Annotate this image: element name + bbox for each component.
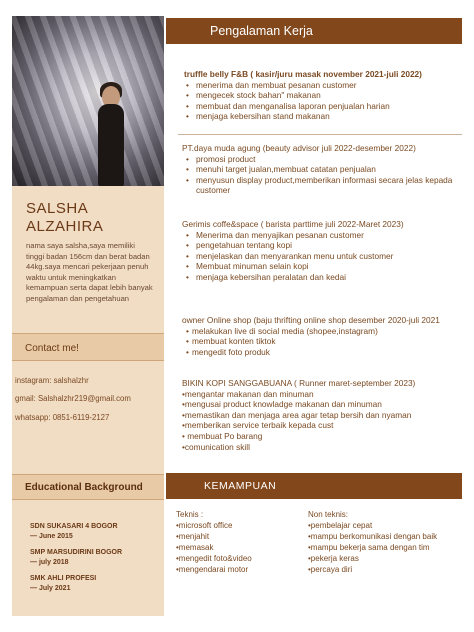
job-bullet: • mengecek stock bahan" makanan [182, 90, 462, 101]
job-bullets [182, 230, 462, 283]
skill-item: •microsoft office [176, 520, 233, 530]
name-line2: ALZAHIRA [26, 218, 104, 235]
skill-item: •mengedit foto&video [176, 553, 252, 563]
education-item [30, 574, 96, 593]
job-bullet: • melakukan live di social media (shopee,instagram) [186, 326, 462, 337]
job-bullet: • membuat Po barang [182, 431, 462, 442]
skills-teknis-title: Teknis : [176, 510, 204, 519]
job-bullet: • membuat dan menganalisa laporan penjualan harian [182, 101, 462, 112]
job-entry [182, 69, 462, 122]
education-date: — july 2018 [30, 558, 69, 566]
about-text: nama saya salsha,saya memiliki tinggi badan 156cm dan berat badan 44kg.saya mencari pekerjaan penuh waktu untuk meningkatkan kemampuan serta dapat lebih banyak pengalaman dan pengetahuan [26, 241, 153, 303]
job-entry [182, 315, 462, 357]
profile-name [26, 200, 156, 236]
job-bullets [182, 80, 462, 122]
skill-item: •menjahit [176, 531, 210, 541]
job-bullet: • menuhi target jualan,membuat catatan penjualan [182, 164, 462, 175]
education-item [30, 522, 118, 541]
name-line1: SALSHA [26, 200, 89, 217]
job-bullet: • comunication skill [182, 442, 462, 450]
photo-figure-body [98, 104, 124, 186]
contact-gmail: gmail: Salshalzhr219@gmail.com [15, 394, 131, 403]
skill-item: •pekerja keras [308, 553, 359, 563]
education-item [30, 548, 122, 567]
skill-item: •pembelajar cepat [308, 520, 373, 530]
skill-item: •mengendarai motor [176, 564, 249, 574]
education-date: — July 2021 [30, 584, 71, 592]
job-entry [182, 219, 462, 283]
job-title: PT.daya muda agung (beauty advisor juli 2022-desember 2022) [182, 143, 416, 153]
job-bullet: • membuat konten tiktok [186, 336, 462, 347]
skill-item: •percaya diri [308, 564, 353, 574]
job-title: owner Online shop (baju thrifting online shop desember 2020-juli 2021 [182, 315, 440, 325]
job-bullet: • menerima dan membuat pesanan customer [182, 80, 462, 91]
job-bullet: • Menerima dan menyajikan pesanan customer [182, 230, 462, 241]
job-bullet: • memastikan dan menjaga area agar tetap bersih dan nyaman [182, 410, 462, 421]
job-title: Gerimis coffe&space ( barista parttime juli 2022-Maret 2023) [182, 219, 404, 229]
skills-non-teknis [308, 510, 468, 575]
job-bullet: • mengedit foto produk [186, 347, 462, 358]
job-title: truffle belly F&B ( kasir/juru masak november 2021-juli 2022) [184, 69, 422, 79]
job-bullet: • memberikan service terbaik kepada cust [182, 420, 462, 431]
job-bullet: • menyusun display product,memberikan informasi secara jelas kepada customer [182, 175, 462, 196]
contact-whatsapp: whatsapp: 0851-6119-2127 [15, 413, 110, 422]
skill-item: •mampu bekerja sama dengan tim [308, 542, 430, 552]
job-bullets [182, 389, 462, 450]
education-date: — June 2015 [30, 532, 73, 540]
photo-light-streaks [12, 16, 164, 186]
job-bullet: • mengantar makanan dan minuman [182, 389, 462, 400]
job-title: BIKIN KOPI SANGGABUANA ( Runner maret-september 2023) [182, 378, 416, 388]
skill-item: •mampu berkomunikasi dengan baik [308, 531, 438, 541]
profile-photo [12, 16, 164, 186]
education-school: SMP MARSUDIRINI BOGOR [30, 549, 123, 556]
education-school: SMK AHLI PROFESI [30, 575, 97, 582]
skill-item: •memasak [176, 542, 214, 552]
job-bullet: • pengetahuan tentang kopi [182, 240, 462, 251]
contact-instagram: instagram: salshalzhr [15, 376, 89, 385]
job-bullet: • promosi product [182, 154, 462, 165]
education-title: Educational Background [25, 482, 143, 493]
education-school: SDN SUKASARI 4 BOGOR [30, 523, 118, 530]
job-bullet: • mengusai product knowladge makanan dan minuman [182, 399, 462, 410]
experience-title: Pengalaman Kerja [210, 24, 313, 38]
skills-title: KEMAMPUAN [204, 480, 277, 492]
job-bullets [182, 154, 462, 196]
job-entry [182, 378, 462, 450]
job-bullet: • menjelaskan dan menyarankan menu untuk customer [182, 251, 462, 262]
contact-title: Contact me! [25, 343, 79, 354]
job-entry [182, 143, 462, 196]
job-bullet: • menjaga kebersihan peralatan dan kedai [182, 272, 462, 283]
skills-teknis [176, 510, 296, 575]
job-bullet: • Membuat minuman selain kopi [182, 261, 462, 272]
job-bullet: • menjaga kebersihan stand makanan [182, 111, 462, 122]
job-divider [178, 134, 462, 135]
job-bullets [182, 326, 462, 358]
skills-non-teknis-title: Non teknis: [308, 510, 349, 519]
